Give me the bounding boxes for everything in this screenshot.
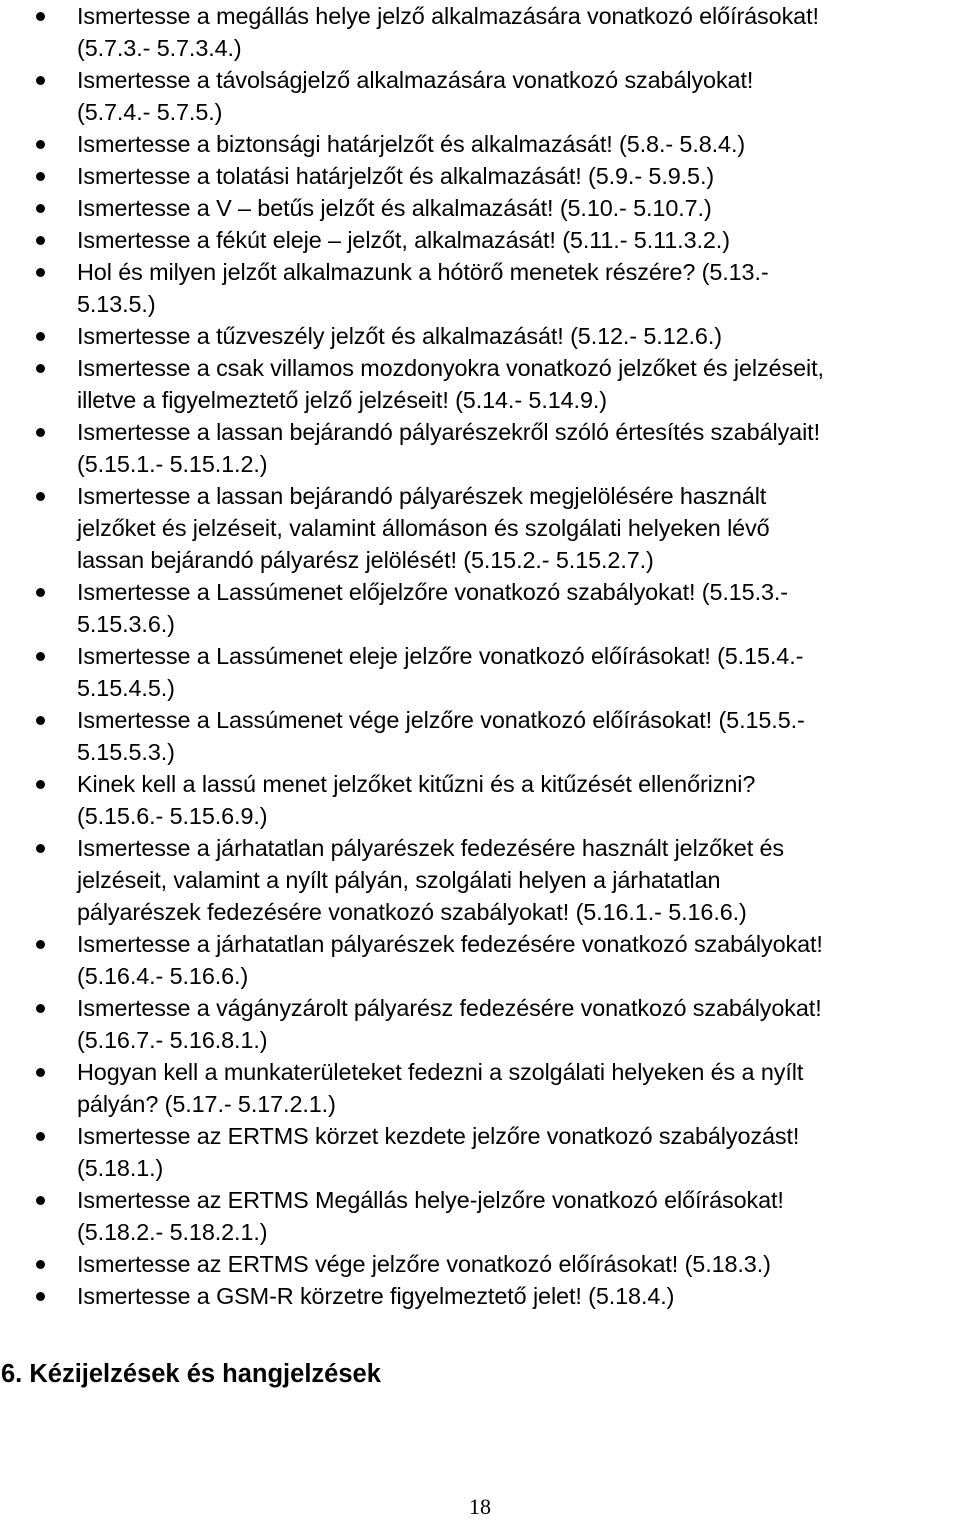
question-item — [0, 128, 960, 160]
question-line: Ismertesse a csak villamos mozdonyokra vonatkozó jelzőket és jelzéseit, — [77, 355, 824, 381]
question-item — [0, 576, 960, 640]
question-line: jelzéseit, valamint a nyílt pályán, szolgálati helyen a járhatatlan — [77, 867, 721, 893]
question-line: Ismertesse a járhatatlan pályarészek fedezésére vonatkozó szabályokat! — [77, 931, 823, 957]
question-item — [0, 832, 960, 928]
question-line: illetve a figyelmeztető jelző jelzéseit! (5.14.- 5.14.9.) — [77, 387, 607, 413]
bullet-icon — [36, 268, 45, 277]
question-line: pályarészek fedezésére vonatkozó szabályokat! (5.16.1.- 5.16.6.) — [77, 899, 747, 925]
bullet-icon — [36, 1196, 45, 1205]
question-line: pályán? (5.17.- 5.17.2.1.) — [77, 1091, 336, 1117]
question-item — [0, 1184, 960, 1248]
question-line: (5.18.1.) — [77, 1155, 164, 1181]
bullet-icon — [36, 428, 45, 437]
bullet-icon — [36, 780, 45, 789]
question-line: (5.16.7.- 5.16.8.1.) — [77, 1027, 268, 1053]
bullet-icon — [36, 1260, 45, 1269]
question-item — [0, 928, 960, 992]
question-line: Ismertesse az ERTMS vége jelzőre vonatkozó előírásokat! (5.18.3.) — [77, 1251, 771, 1277]
bullet-icon — [36, 76, 45, 85]
question-line: Ismertesse a vágányzárolt pályarész fedezésére vonatkozó szabályokat! — [77, 995, 822, 1021]
question-item — [0, 480, 960, 576]
question-line: Ismertesse a járhatatlan pályarészek fedezésére használt jelzőket és — [77, 835, 784, 861]
question-line: 5.15.4.5.) — [77, 675, 175, 701]
question-line: Ismertesse a tolatási határjelzőt és alkalmazását! (5.9.- 5.9.5.) — [77, 163, 715, 189]
question-line: Ismertesse a GSM-R körzetre figyelmeztető jelet! (5.18.4.) — [77, 1283, 675, 1309]
question-line: Ismertesse a Lassúmenet eleje jelzőre vonatkozó előírásokat! (5.15.4.- — [77, 643, 804, 669]
question-item — [0, 0, 960, 64]
question-item — [0, 1280, 960, 1312]
question-line: (5.18.2.- 5.18.2.1.) — [77, 1219, 268, 1245]
bullet-icon — [36, 172, 45, 181]
question-line: Ismertesse a Lassúmenet vége jelzőre vonatkozó előírásokat! (5.15.5.- — [77, 707, 805, 733]
question-item — [0, 320, 960, 352]
question-item — [0, 768, 960, 832]
section-heading: 6. Kézijelzések és hangjelzések — [1, 1360, 381, 1388]
question-item — [0, 416, 960, 480]
question-line: Ismertesse a biztonsági határjelzőt és alkalmazását! (5.8.- 5.8.4.) — [77, 131, 746, 157]
bullet-icon — [36, 588, 45, 597]
bullet-icon — [36, 940, 45, 949]
question-item — [0, 64, 960, 128]
bullet-icon — [36, 844, 45, 853]
bullet-icon — [36, 1004, 45, 1013]
bullet-icon — [36, 652, 45, 661]
question-line: 5.13.5.) — [77, 291, 156, 317]
question-item — [0, 1120, 960, 1184]
question-item — [0, 224, 960, 256]
question-line: Ismertesse a lassan bejárandó pályarészekről szóló értesítés szabályait! — [77, 419, 820, 445]
question-line: (5.15.1.- 5.15.1.2.) — [77, 451, 268, 477]
question-item — [0, 256, 960, 320]
question-line: Ismertesse a V – betűs jelzőt és alkalmazását! (5.10.- 5.10.7.) — [77, 195, 712, 221]
question-item — [0, 640, 960, 704]
question-line: jelzőket és jelzéseit, valamint állomáson és szolgálati helyeken lévő — [77, 515, 770, 541]
bullet-icon — [36, 204, 45, 213]
question-line: 5.15.3.6.) — [77, 611, 175, 637]
bullet-icon — [36, 1132, 45, 1141]
question-line: Ismertesse az ERTMS körzet kezdete jelzőre vonatkozó szabályozást! — [77, 1123, 800, 1149]
bullet-icon — [36, 364, 45, 373]
question-item — [0, 352, 960, 416]
bullet-icon — [36, 332, 45, 341]
question-line: Hogyan kell a munkaterületeket fedezni a szolgálati helyeken és a nyílt — [77, 1059, 804, 1085]
bullet-icon — [36, 236, 45, 245]
bullet-icon — [36, 492, 45, 501]
question-line: Ismertesse a fékút eleje – jelzőt, alkalmazását! (5.11.- 5.11.3.2.) — [77, 227, 730, 253]
question-line: Ismertesse a távolságjelző alkalmazására vonatkozó szabályokat! — [77, 67, 754, 93]
bullet-icon — [36, 1292, 45, 1301]
bullet-icon — [36, 716, 45, 725]
question-line: Ismertesse az ERTMS Megállás helye-jelzőre vonatkozó előírásokat! — [77, 1187, 784, 1213]
question-line: 5.15.5.3.) — [77, 739, 175, 765]
bullet-icon — [36, 140, 45, 149]
question-item — [0, 1056, 960, 1120]
question-line: Ismertesse a Lassúmenet előjelzőre vonatkozó szabályokat! (5.15.3.- — [77, 579, 788, 605]
question-line: Kinek kell a lassú menet jelzőket kitűzni és a kitűzését ellenőrizni? — [77, 771, 756, 797]
question-line: Ismertesse a megállás helye jelző alkalmazására vonatkozó előírásokat! — [77, 3, 819, 29]
question-line: Ismertesse a lassan bejárandó pályarészek megjelölésére használt — [77, 483, 767, 509]
question-line: (5.16.4.- 5.16.6.) — [77, 963, 249, 989]
question-line: (5.7.3.- 5.7.3.4.) — [77, 35, 242, 61]
question-item — [0, 160, 960, 192]
question-line: lassan bejárandó pályarész jelölését! (5.15.2.- 5.15.2.7.) — [77, 547, 654, 573]
question-item — [0, 1248, 960, 1280]
question-line: Ismertesse a tűzveszély jelzőt és alkalmazását! (5.12.- 5.12.6.) — [77, 323, 722, 349]
question-item — [0, 192, 960, 224]
question-line: (5.15.6.- 5.15.6.9.) — [77, 803, 268, 829]
question-line: (5.7.4.- 5.7.5.) — [77, 99, 223, 125]
question-item — [0, 704, 960, 768]
bullet-icon — [36, 1068, 45, 1077]
bullet-icon — [36, 12, 45, 21]
question-line: Hol és milyen jelzőt alkalmazunk a hótörő menetek részére? (5.13.- — [77, 259, 769, 285]
question-item — [0, 992, 960, 1056]
page-number: 18 — [469, 1494, 491, 1519]
